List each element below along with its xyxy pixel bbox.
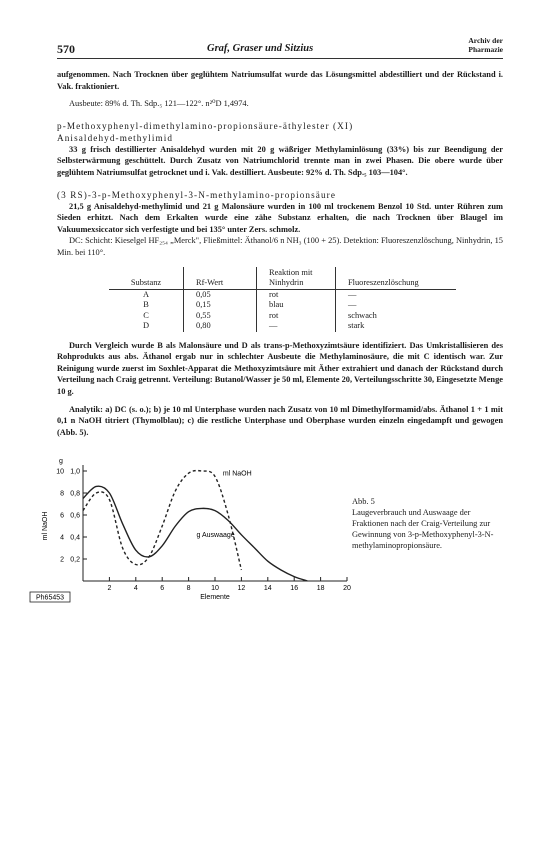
x-tick-label: 4 [133, 585, 138, 593]
table-cell: schwach [336, 311, 457, 322]
y-tick-label-ml: 8 [60, 490, 64, 498]
x-tick-label: 20 [343, 585, 351, 593]
table-cell: 0,15 [184, 300, 257, 311]
table-cell: stark [336, 321, 457, 332]
y-tick-label-ml: 10 [56, 468, 64, 476]
chart-labels [30, 458, 252, 602]
series-label-auswaage: g Auswaage [196, 532, 235, 540]
table-cell: 0,80 [184, 321, 257, 332]
section-heading-imid: Anisaldehyd-methylimid [57, 132, 174, 143]
chart-series [83, 471, 307, 581]
running-title: Graf, Graser und Sitzius [207, 43, 314, 54]
section-heading-acid: (3 RS)-3-p-Methoxyphenyl-3-N-methylamino-propionsäure [57, 189, 337, 200]
table-cell: A [142, 289, 150, 299]
table-row [109, 321, 456, 332]
caption-text: Laugeverbrauch und Auswaage der Fraktionen nach der Craig-Verteilung zur Gewinnung von 3-p-Methoxyphenyl-3-N-methylaminopropionsäure. [352, 508, 494, 551]
table-row [109, 311, 456, 322]
table-cell: 0,05 [184, 289, 257, 300]
series-line-auswaage [83, 486, 307, 581]
x-tick-label: 2 [107, 585, 112, 593]
y-tick-label-ml: 4 [60, 534, 64, 542]
table-cell: D [142, 321, 150, 331]
table-row [109, 300, 456, 311]
section-heading-ester: p-Methoxyphenyl-dimethylamino-propionsäure-äthylester (XI) [57, 120, 354, 131]
y-axis-unit-g: g [59, 458, 63, 466]
paragraph-identification: Durch Vergleich wurde B als Malonsäure und D als trans-p-Methoxyzimtsäure identifiziert. Das Umkristallisieren des Rohprodukts aus abs. Äthanol ergab nur in schlechter Ausbeute die Methylaminosäure, die mit C identisch war. Zur Reinigung wurde zuerst im Soxhlet-Apparat die Methoxyzimtsäure mit Äther extrahiert und danach der Rückstand durch Verteilung nach Craig getrennt. Verteilung: Butanol/Wasser je 50 ml, Elemente 20, Verteilungsschritte 30, Eingesetzte Menge 10 g. [57, 340, 503, 396]
caption-title: Abb. 5 [352, 497, 375, 507]
table-cell: — [336, 289, 457, 300]
table-header-row [109, 267, 456, 290]
table-cell: — [257, 321, 336, 332]
x-tick-label: 16 [290, 585, 299, 593]
y-tick-label-ml: 6 [60, 512, 64, 520]
y-tick-label-ml: 2 [60, 556, 64, 564]
x-axis-label: Elemente [200, 594, 230, 602]
table-row [109, 289, 456, 300]
paragraph-analytics: Analytik: a) DC (s. o.); b) je 10 ml Unterphase wurden nach Zusatz von 10 ml Dimethylformamid/abs. Äthanol 1 + 1 mit 0,1 n NaOH titriert (Thymolblau); c) die restliche Unterphase und Oberphase wurden einzeln eingedampft und gewogen (Abb. 5). [57, 404, 503, 437]
y-tick-label-g: 0,4 [70, 534, 80, 542]
journal-line-2: Pharmazie [468, 45, 503, 54]
table-cell: C [143, 310, 149, 320]
table-header-cell: Reaktion mit Ninhydrin [257, 267, 336, 290]
table-cell: — [336, 300, 457, 311]
x-tick-label: 6 [160, 585, 165, 593]
table-header-cell: Rf-Wert [184, 267, 257, 290]
series-label-naoh: ml NaOH [222, 470, 252, 478]
table-cell: B [143, 300, 149, 310]
paragraph-acid: 21,5 g Anisaldehyd-methylimid und 21 g Malonsäure wurden in 100 ml trockenem Benzol 10 Std. unter Rühren zum Sieden erhitzt. Nach dem Erkalten wurde eine zähe Substanz erhalten, die nach Trocknen über Blaugel im Vakuumexsiccator sich verfestigte und bei 135° unter Zers. schmolz. [57, 201, 503, 234]
y-axis-label-ml: ml NaOH [42, 511, 49, 541]
journal-page [35, 36, 503, 606]
table-cell: blau [257, 300, 336, 311]
table-cell: rot [257, 289, 336, 300]
y-tick-label-g: 0,8 [70, 490, 80, 498]
series-line-naoh [83, 471, 241, 570]
table-header-cell: Substanz [109, 267, 184, 290]
table-cell: 0,55 [184, 311, 257, 322]
yield-line: Ausbeute: 89% d. Th. Sdp.₅ 121—122°. n²⁰D 1,4974. [69, 99, 249, 109]
table-header-cell: Fluoreszenzlöschung [336, 267, 457, 290]
figure-5 [35, 446, 503, 606]
y-tick-label-g: 0,2 [70, 556, 80, 564]
y-tick-label-g: 0,6 [70, 512, 80, 520]
journal-line-1: Archiv der [468, 36, 503, 45]
x-tick-label: 10 [211, 585, 219, 593]
x-tick-label: 8 [186, 585, 191, 593]
y-tick-label-g: 1,0 [70, 468, 80, 476]
table-cell: rot [257, 311, 336, 322]
paragraph-intro: aufgenommen. Nach Trocknen über geglühtem Natriumsulfat wurde das Lösungsmittel abdestilliert und der Rückstand i. Vak. fraktioniert. [57, 70, 503, 91]
page-number: 570 [57, 42, 75, 56]
page-header [57, 36, 503, 59]
x-tick-label: 12 [237, 585, 246, 593]
figure-caption [352, 496, 502, 551]
x-tick-label: 14 [263, 585, 272, 593]
tlc-results-table [109, 267, 456, 332]
journal-name [468, 36, 503, 54]
x-tick-label: 18 [316, 585, 325, 593]
paragraph-tlc: DC: Schicht: Kieselgel HF₂₅₄ „Merck", Fließmittel: Äthanol/6 n NH₃ (100 + 25). Detektion: Fluoreszenzlöschung, Ninhydrin, 15 Min. bei 110°. [57, 236, 503, 257]
craig-distribution-chart [27, 446, 357, 611]
stamp-text: Ph65453 [35, 594, 65, 602]
paragraph-imid: 33 g frisch destillierter Anisaldehyd wurden mit 20 g wäßriger Methylaminlösung (33%) bis zur Beendigung der Selbsterwärmung geschüttelt. Durch Zusatz von Natriumchlorid trennte man in zwei Phasen. Die obere wurde über geglühtem Natriumsulfat getrocknet und i. Vak. destilliert. Ausbeute: 92% d. Th. Sdp.₅ 103—104°. [57, 144, 503, 177]
